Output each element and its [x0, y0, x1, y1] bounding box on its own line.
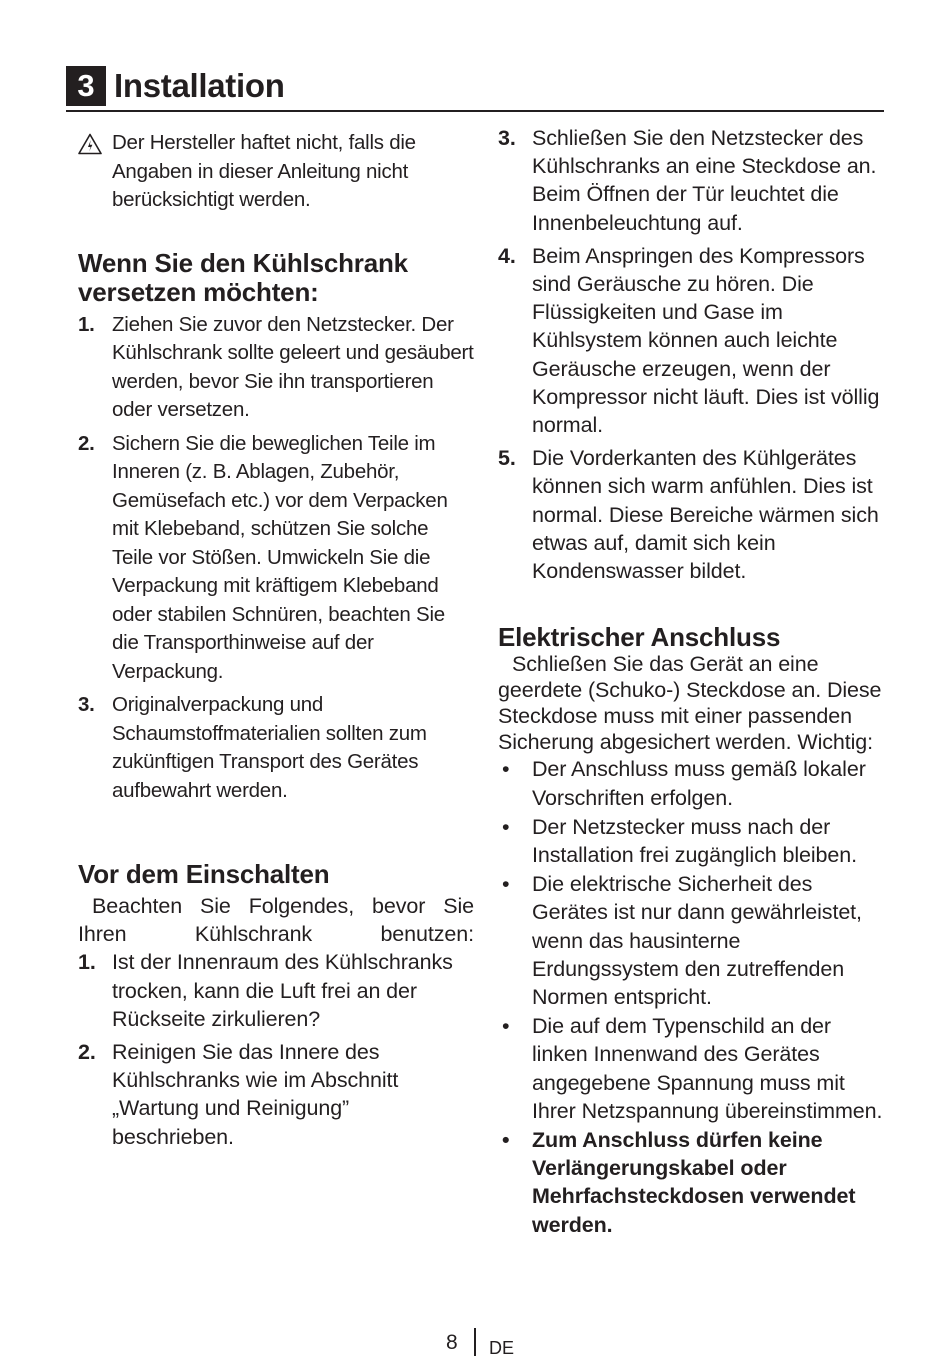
item-text: Sichern Sie die beweglichen Teile im Inneren (z. B. Ablagen, Zubehör, Gemüsefach etc.) vor dem Verpacken mit Klebeband, schützen Sie solche Teile vor Stößen. Umwickeln Sie die Verpackung mit kräftigem Klebeband oder stabilen Schnüren, beachten Sie die Transporthinweise auf der Verpackung. [112, 431, 448, 683]
bullet-icon: • [502, 814, 510, 839]
item-text: Beim Anspringen des Kompressors sind Geräusche zu hören. Die Flüssigkeiten und Gase im Kühlsystem können auch leichte Geräusche erzeugen, wenn der Kompressor nicht läuft. Dies ist völlig normal. [532, 243, 880, 438]
intro-text: Schließen Sie das Gerät an eine geerdete (Schuko-) Steckdose an. Diese Steckdose muss mit einer passenden Sicherung abgesichert werden. Wichtig: [498, 652, 882, 754]
item-number: 1. [78, 950, 96, 975]
language-code: DE [489, 1338, 515, 1358]
list-item [78, 1038, 474, 1151]
heading-before-switch-on: Vor dem Einschalten [78, 859, 330, 889]
item-number: 4. [498, 243, 516, 268]
page-footer [0, 1328, 950, 1358]
bullet-item [498, 813, 886, 869]
list-item [78, 948, 474, 1033]
bullet-item [498, 1126, 886, 1239]
bullet-icon: • [502, 1128, 510, 1153]
bullet-item [498, 1012, 886, 1125]
bullet-text: Die elektrische Sicherheit des Gerätes ist nur dann gewährleistet, wenn das hausinterne Erdungssystem den zutreffenden Normen entspricht. [532, 872, 862, 1010]
item-text: Ist der Innenraum des Kühlschranks trocken, kann die Luft frei an der Rückseite zirkulieren? [112, 950, 453, 1031]
warning-text: Der Hersteller haftet nicht, falls die Angaben in dieser Anleitung nicht berücksichtigt werden. [112, 131, 416, 211]
item-number: 2. [78, 431, 95, 455]
bullet-icon: • [502, 757, 510, 782]
item-number: 5. [498, 446, 516, 471]
bullet-text: Der Anschluss muss gemäß lokaler Vorschriften erfolgen. [532, 757, 866, 810]
list-item [498, 242, 886, 439]
bullet-item [498, 870, 886, 1011]
bullet-text: Der Netzstecker muss nach der Installation frei zugänglich bleiben. [532, 814, 857, 868]
warning-triangle-icon [78, 133, 102, 155]
heading-move: Wenn Sie den Kühlschrank versetzen möchten: [78, 247, 408, 307]
bullet-item [498, 755, 886, 811]
bullet-text: Zum Anschluss dürfen keine Verlängerungskabel oder Mehrfachsteckdosen verwendet werden. [532, 1128, 856, 1237]
right-column [498, 124, 886, 1240]
bullet-icon: • [502, 1014, 510, 1039]
chapter-header [66, 66, 884, 112]
item-text: Schließen Sie den Netzstecker des Kühlschranks an eine Steckdose an. Beim Öffnen der Tür leuchtet die Innenbeleuchtung auf. [532, 126, 877, 235]
bullet-text: Die auf dem Typenschild an der linken Innenwand des Gerätes angegebene Spannung muss mit Ihrer Netzspannung übereinstimmen. [532, 1014, 883, 1123]
item-number: 2. [78, 1040, 96, 1065]
list-item [498, 444, 886, 585]
item-number: 3. [498, 126, 516, 150]
list-item [498, 124, 886, 237]
item-text: Originalverpackung und Schaumstoffmaterialien sollten zum zukünftigen Transport des Gerätes aufbewahrt werden. [112, 693, 427, 802]
warning-note [78, 129, 474, 215]
item-number: 3. [78, 693, 95, 716]
chapter-number: 3 [66, 66, 106, 106]
item-text: Ziehen Sie zuvor den Netzstecker. Der Kühlschrank sollte geleert und gesäubert werden, bevor Sie ihn transportieren oder versetzen. [112, 312, 474, 421]
left-column [78, 124, 474, 1156]
bullet-icon: • [502, 872, 510, 897]
item-text: Die Vorderkanten des Kühlgerätes können sich warm anfühlen. Dies ist normal. Diese Bereiche wärmen sich etwas auf, damit sich kein Kondenswasser bildet. [532, 446, 879, 584]
list-item [78, 430, 474, 687]
page-number: 8 [446, 1331, 458, 1354]
list-item [78, 691, 474, 805]
heading-electrical-connection: Elektrischer Anschluss [498, 622, 781, 653]
chapter-title: Installation [114, 67, 285, 104]
item-text: Reinigen Sie das Innere des Kühlschranks wie im Abschnitt „Wartung und Reinigung” beschrieben. [112, 1040, 399, 1149]
intro-text: Beachten Sie Folgendes, bevor Sie Ihren Kühlschrank benutzen: [78, 894, 474, 947]
footer-divider [474, 1328, 476, 1356]
item-number: 1. [78, 312, 95, 336]
list-item [78, 311, 474, 425]
